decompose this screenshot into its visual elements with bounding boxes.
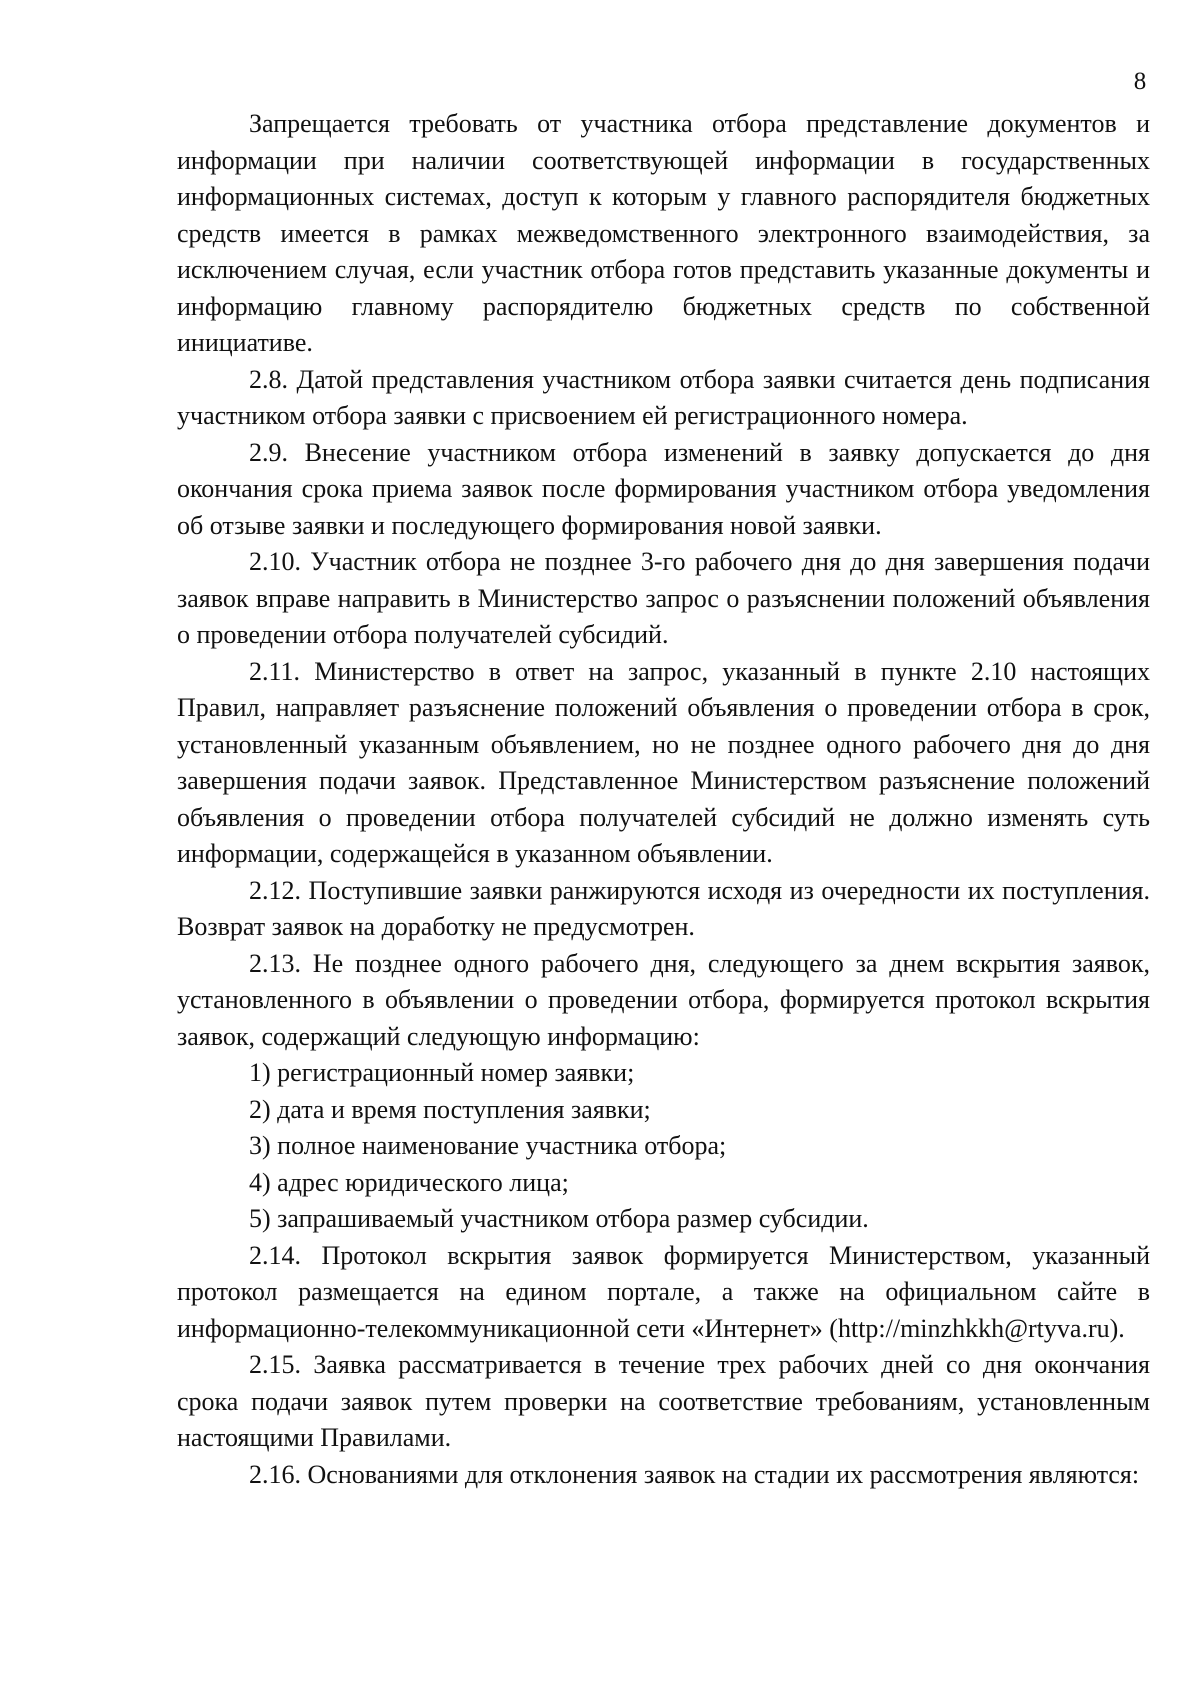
paragraph-2-10: 2.10. Участник отбора не позднее 3-го рабочего дня до дня завершения подачи заявок вправе направить в Министерство запрос о разъяснении положений объявления о проведении отбора получателей субсидий. bbox=[177, 547, 1150, 649]
page-number: 8 bbox=[1133, 68, 1147, 95]
paragraph-2-16: 2.16. Основаниями для отклонения заявок на стадии их рассмотрения являются: bbox=[249, 1459, 1140, 1489]
list-item: 2) дата и время поступления заявки; bbox=[249, 1094, 651, 1124]
paragraph-2-8: 2.8. Датой представления участником отбора заявки считается день подписания участником отбора заявки с присвоением ей регистрационного номера. bbox=[177, 364, 1150, 430]
paragraph-document-requirements: Запрещается требовать от участника отбора представление документов и информации при наличии соответствующей информации в государственных информационных системах, доступ к которым у главного распорядителя бюджетных средств имеется в рамках межведомственного электронного взаимодействия, за исключением случая, если участник отбора готов представить указанные документы и информацию главному распорядителю бюджетных средств по собственной инициативе. bbox=[177, 109, 1150, 357]
document-body bbox=[177, 106, 1150, 1493]
paragraph-2-15: 2.15. Заявка рассматривается в течение трех рабочих дней со дня окончания срока подачи заявок путем проверки на соответствие требованиям, установленным настоящими Правилами. bbox=[177, 1350, 1150, 1452]
paragraph-2-9: 2.9. Внесение участником отбора изменений в заявку допускается до дня окончания срока приема заявок после формирования участником отбора уведомления об отзыве заявки и последующего формирования новой заявки. bbox=[177, 437, 1150, 540]
paragraph-2-14: 2.14. Протокол вскрытия заявок формируется Министерством, указанный протокол размещается на едином портале, а также на официальном сайте в информационно-телекоммуникационной сети «Интернет» (http://minzhkkh@rtyva.ru). bbox=[177, 1240, 1150, 1343]
list-item: 3) полное наименование участника отбора; bbox=[249, 1131, 727, 1160]
paragraph-2-13: 2.13. Не позднее одного рабочего дня, следующего за днем вскрытия заявок, установленного в объявлении о проведении отбора, формируется протокол вскрытия заявок, содержащий следующую информацию: bbox=[177, 948, 1150, 1051]
paragraph-2-11: 2.11. Министерство в ответ на запрос, указанный в пункте 2.10 настоящих Правил, направляет разъяснение положений объявления о проведении отбора в срок, установленный указанным объявлением, но не позднее одного рабочего дня до дня завершения подачи заявок. Представленное Министерством разъяснение положений объявления о проведении отбора получателей субсидий не должно изменять суть информации, содержащейся в указанном объявлении. bbox=[177, 656, 1150, 868]
list-item: 1) регистрационный номер заявки; bbox=[249, 1058, 635, 1087]
list-item: 5) запрашиваемый участником отбора размер субсидии. bbox=[249, 1204, 869, 1233]
list-item: 4) адрес юридического лица; bbox=[249, 1167, 569, 1197]
paragraph-2-12: 2.12. Поступившие заявки ранжируются исходя из очередности их поступления. Возврат заявок на доработку не предусмотрен. bbox=[177, 875, 1150, 941]
